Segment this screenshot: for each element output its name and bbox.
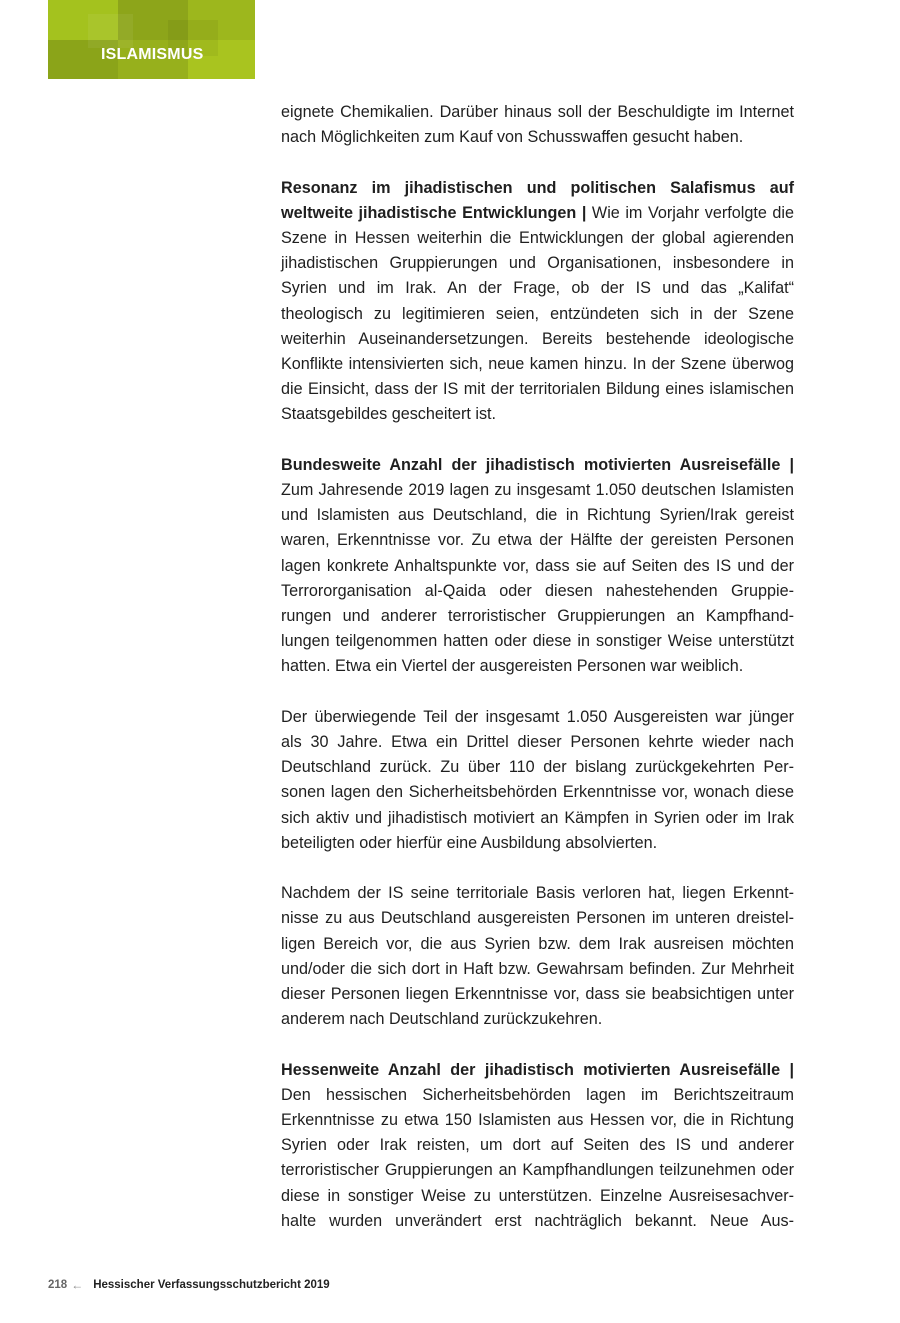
paragraph bbox=[281, 1058, 794, 1234]
section-label: ISLAMISMUS bbox=[101, 46, 204, 63]
section-tab bbox=[48, 0, 255, 79]
tab-mosaic-tile bbox=[88, 14, 133, 48]
paragraph-heading: Bundesweite Anzahl der jihadistisch motivierten Ausreisefälle | bbox=[281, 455, 794, 474]
paragraph-text: Der überwiegende Teil der insgesamt 1.050 Ausgereisten war jünger als 30 Jahre. Etwa ein Drittel dieser Personen kehrte wieder nach Deutschland zurück. Zu über 110 der bislang zurückgekehrten Personen lagen den Sicherheitsbehörden Erkenntnisse vor, wonach diese sich aktiv und jihadistisch motiviert an Kämpfen in Syrien oder im Irak beteiligten oder hierfür eine Ausbildung absolvierten. bbox=[281, 707, 794, 852]
left-arrow-icon[interactable]: ← bbox=[71, 1278, 84, 1292]
report-title: Hessischer Verfassungsschutzbericht 2019 bbox=[93, 1279, 330, 1291]
paragraph-text: Nachdem der IS seine territoriale Basis verloren hat, liegen Erkenntnisse zu aus Deutschland ausgereisten Personen im unteren dreistelligen Bereich vor, die aus Syrien bzw. dem Irak ausreisen möchten und/oder die sich dort in Haft bzw. Gewahrsam befinden. Zur Mehrheit dieser Personen liegen Erkenntnisse vor, dass sie beabsichtigen unter anderem nach Deutschland zurückzukehren. bbox=[281, 884, 794, 1029]
paragraph-text: eignete Chemikalien. Darüber hinaus soll der Beschuldigte im Internet nach Möglichkeiten zum Kauf von Schusswaffen gesucht haben. bbox=[281, 103, 794, 147]
paragraph bbox=[281, 881, 794, 1032]
paragraph-text: Den hessischen Sicherheitsbehörden lagen im Berichtszeitraum Erkenntnisse zu etwa 150 Islamisten aus Hessen vor, die in Richtung Syrien oder Irak reisten, um dort auf Seiten des IS und anderer terroristischer Gruppierungen an Kampfhandlungen teilzunehmen oder diese in sonstiger Weise zu unterstützen. Einzelne Ausreisesachverhalte wurden unverändert erst nachträglich bekannt. Neue Aus- bbox=[281, 1085, 794, 1230]
paragraph-heading: Hessenweite Anzahl der jihadistisch motivierten Ausreisefälle | bbox=[281, 1060, 794, 1079]
paragraph bbox=[281, 100, 794, 150]
page-number: 218 bbox=[48, 1279, 68, 1291]
body-text bbox=[281, 100, 794, 1259]
paragraph-heading: Resonanz im jihadistischen und politischen Salafismus auf weltweite jihadistische Entwicklungen | bbox=[281, 178, 794, 222]
page-footer bbox=[48, 1278, 330, 1292]
paragraph bbox=[281, 705, 794, 856]
paragraph bbox=[281, 176, 794, 428]
paragraph-text: Wie im Vorjahr verfolgte die Szene in Hessen weiterhin die Entwicklungen der global agierenden jihadistischen Gruppierungen und Organisationen, insbesondere in Syrien und im Irak. An der Frage, ob der IS und das „Kalifat“ theologisch zu legitimieren seien, entzündeten sich in der Szene weiterhin Auseinandersetzungen. Bereits bestehende ideologische Konflikte intensivierten sich, neue kamen hinzu. In der Szene überwog die Einsicht, dass der IS mit der territorialen Bildung eines islamischen Staatsgebildes gescheitert ist. bbox=[281, 203, 794, 424]
paragraph-text: Zum Jahresende 2019 lagen zu insgesamt 1.050 deutschen Islamisten und Islamisten aus Deutschland, die in Richtung Syrien/Irak gereist waren, Erkenntnisse vor. Zu etwa der Hälfte der gereisten Personen lagen konkrete Anhaltspunkte vor, dass sie auf Seiten des IS und der Terrororganisation al-Qaida oder diesen nahestehenden Gruppierungen und anderer terroristischer Gruppierungen an Kampfhandlungen teilgenommen hatten oder diese in sonstiger Weise unterstützt hatten. Etwa ein Viertel der ausgereisten Personen war weiblich. bbox=[281, 481, 794, 676]
paragraph bbox=[281, 453, 794, 680]
